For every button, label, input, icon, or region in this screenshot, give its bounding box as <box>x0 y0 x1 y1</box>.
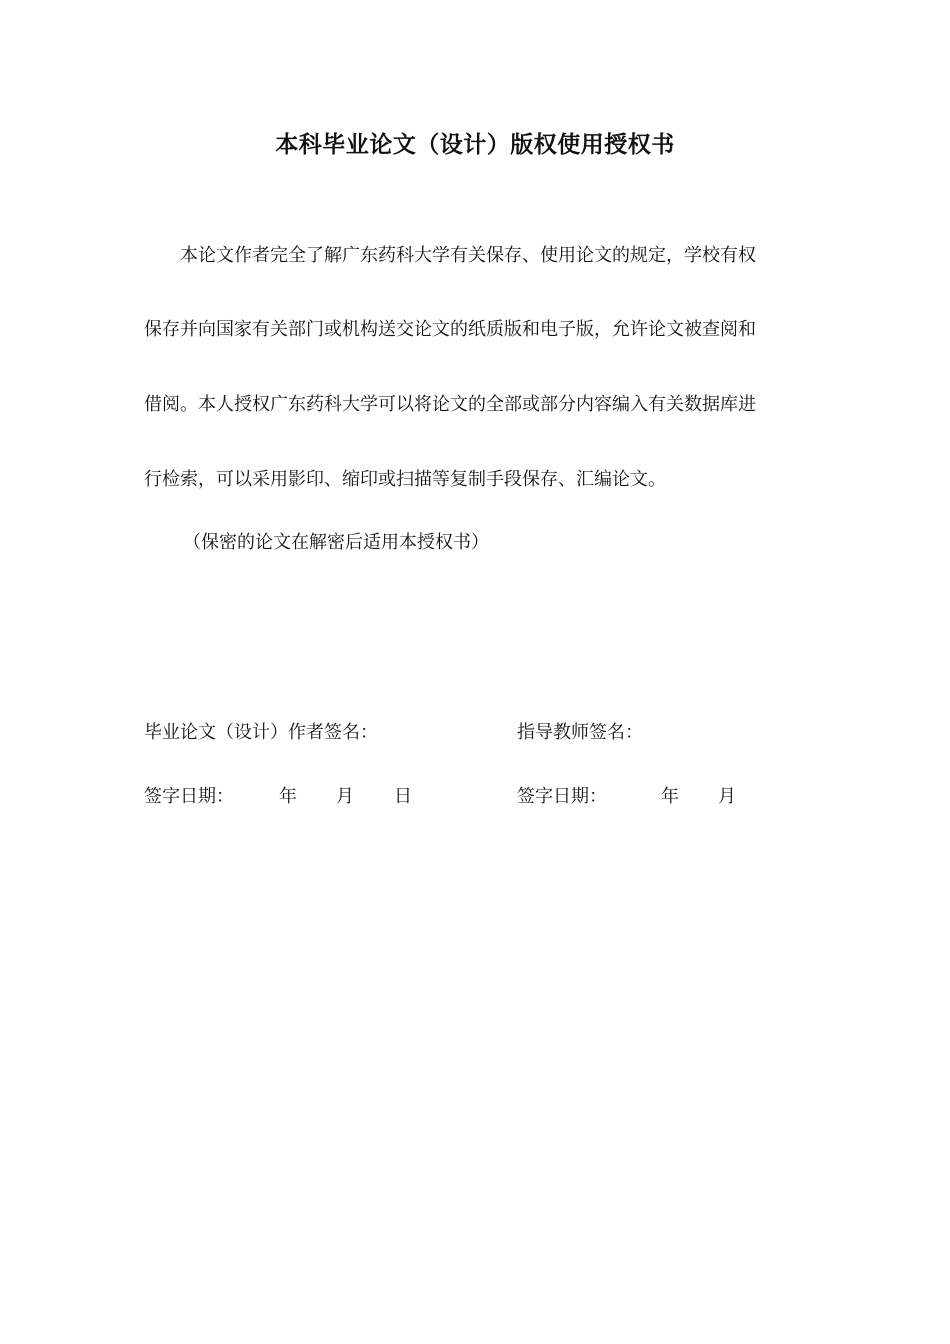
author-date-day: 日 <box>394 786 412 807</box>
paragraph-line-3: 借阅。本人授权广东药科大学可以将论文的全部或部分内容编入有关数据库进 <box>144 394 756 415</box>
author-date-year: 年 <box>279 786 297 807</box>
advisor-date-month: 月 <box>718 786 736 807</box>
advisor-signature-label: 指导教师签名： <box>517 722 643 743</box>
advisor-date-label: 签字日期： <box>517 786 607 807</box>
paragraph-line-1: 本论文作者完全了解广东药科大学有关保存、使用论文的规定，学校有权 <box>180 245 756 266</box>
author-date-label: 签字日期： <box>144 786 234 807</box>
paragraph-line-4: 行检索，可以采用影印、缩印或扫描等复制手段保存、汇编论文。 <box>144 469 666 490</box>
confidential-note: （保密的论文在解密后适用本授权书） <box>183 532 489 553</box>
document-title: 本科毕业论文（设计）版权使用授权书 <box>275 132 675 158</box>
paragraph-line-2: 保存并向国家有关部门或机构送交论文的纸质版和电子版，允许论文被查阅和 <box>144 319 756 340</box>
author-date-month: 月 <box>336 786 354 807</box>
advisor-date-year: 年 <box>661 786 679 807</box>
author-signature-label: 毕业论文（设计）作者签名： <box>144 722 378 743</box>
